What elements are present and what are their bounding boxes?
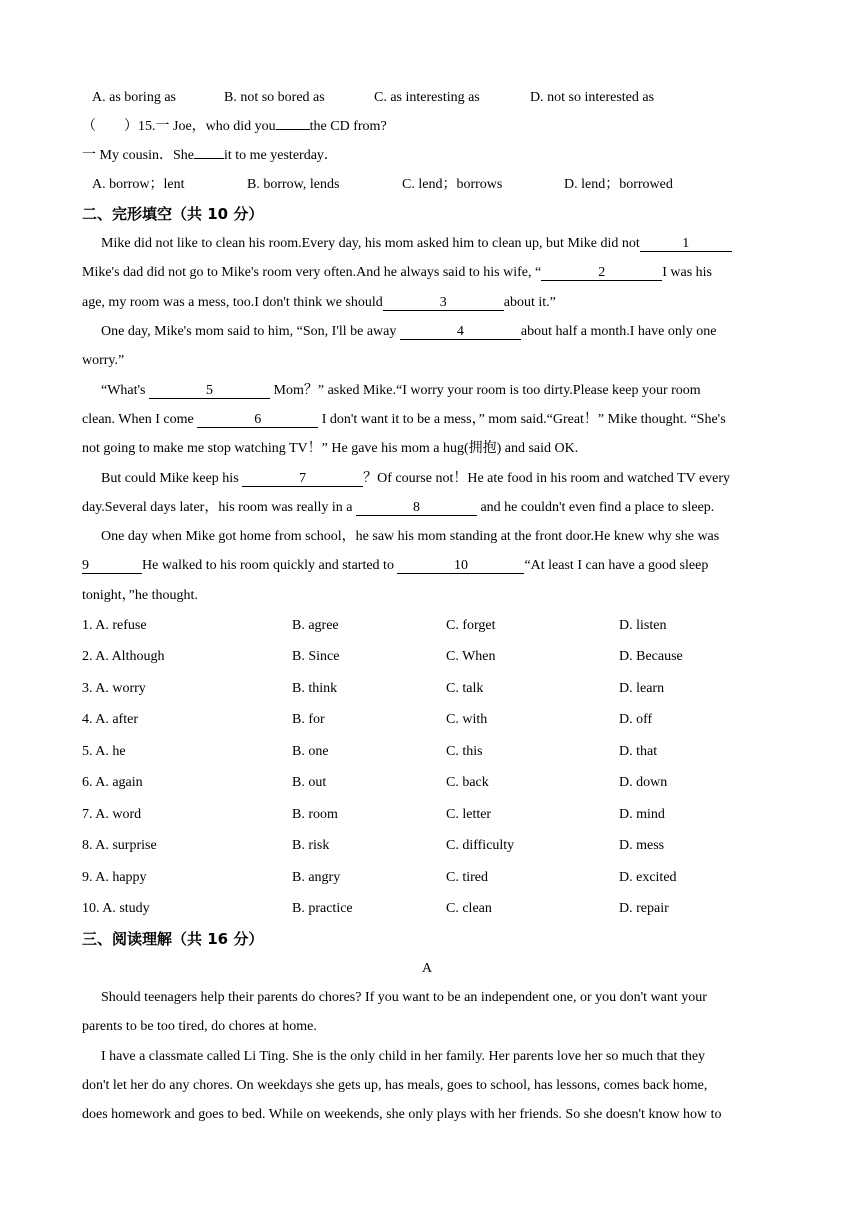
choice-5-d: D. that <box>619 744 658 759</box>
q15-question: （ ）15.一 Joe，who did you the CD from? <box>82 119 387 134</box>
choice-6-b: B. out <box>292 775 327 790</box>
choice-8-a: 8. A. surprise <box>82 838 157 853</box>
choice-7-a: 7. A. word <box>82 807 142 822</box>
choice-3-b: B. think <box>292 681 338 696</box>
q15-blank-1 <box>276 129 310 130</box>
passage-label: A <box>421 961 433 976</box>
choice-4-a: 4. A. after <box>82 712 138 727</box>
q14-option-c: C. as interesting as <box>374 90 480 105</box>
cloze-blank-9: 9 <box>82 558 142 574</box>
choice-6-d: D. down <box>619 775 668 790</box>
choice-1-d: D. listen <box>619 618 667 633</box>
cloze-paragraph-4-line-2: day.Several days later，his room was really in a 8 and he couldn't even find a place to sleep. <box>82 500 715 515</box>
cloze-blank-10: 10 <box>397 558 524 574</box>
choice-8-b: B. risk <box>292 838 330 853</box>
cloze-paragraph-1-line-2: Mike's dad did not go to Mike's room very often.And he always said to his wife, “ 2 I was his <box>82 265 712 280</box>
reading-paragraph-2-line-2: don't let her do any chores. On weekdays she gets up, has meals, goes to school, has lessons, comes back home, <box>82 1078 708 1093</box>
choice-2-a: 2. A. Although <box>82 649 165 664</box>
choice-6-a: 6. A. again <box>82 775 143 790</box>
section-3-heading: 三、阅读理解（共 16 分） <box>82 930 264 948</box>
q14-option-d: D. not so interested as <box>530 90 655 105</box>
cloze-blank-5: 5 <box>149 383 270 399</box>
cloze-paragraph-5-line-1: One day when Mike got home from school，he saw his mom standing at the front door.He knew why she was <box>101 529 720 544</box>
choice-10-c: C. clean <box>446 901 492 916</box>
choice-9-b: B. angry <box>292 870 341 885</box>
cloze-paragraph-3-line-1: “What's 5 Mom？” asked Mike.“I worry your room is too dirty.Please keep your room <box>101 383 701 398</box>
choice-5-c: C. this <box>446 744 483 759</box>
cloze-paragraph-3-line-2: clean. When I come 6 I don't want it to be a mess，” mom said.“Great！” Mike thought. “She's <box>82 412 726 427</box>
choice-2-d: D. Because <box>619 649 683 664</box>
cloze-blank-6: 6 <box>197 412 318 428</box>
cloze-blank-7: 7 <box>242 471 363 487</box>
choice-9-a: 9. A. happy <box>82 870 147 885</box>
q15-blank-2 <box>194 158 224 159</box>
cloze-paragraph-2-line-1: One day, Mike's mom said to him, “Son, I'll be away 4 about half a month.I have only one <box>101 324 717 339</box>
q14-option-b: B. not so bored as <box>224 90 325 105</box>
choice-10-b: B. practice <box>292 901 353 916</box>
cloze-blank-1: 1 <box>640 236 732 252</box>
q15-answer-line: 一 My cousin．She it to me yesterday． <box>82 148 338 163</box>
cloze-paragraph-3-line-3: not going to make me stop watching TV！” He gave his mom a hug(拥抱) and said OK. <box>82 441 579 456</box>
choice-4-d: D. off <box>619 712 653 727</box>
reading-paragraph-1-line-2: parents to be too tired, do chores at home. <box>82 1019 317 1034</box>
cloze-paragraph-4-line-1: But could Mike keep his 7 ？Of course not！He ate food in his room and watched TV every <box>101 471 731 486</box>
choice-1-c: C. forget <box>446 618 496 633</box>
cloze-paragraph-2-line-2: worry.” <box>82 353 125 368</box>
choice-5-a: 5. A. he <box>82 744 126 759</box>
choice-3-d: D. learn <box>619 681 665 696</box>
section-2-heading: 二、完形填空（共 10 分） <box>82 205 264 223</box>
q15-option-b: B. borrow, lends <box>247 177 340 192</box>
reading-paragraph-1-line-1: Should teenagers help their parents do chores? If you want to be an independent one, or you don't want your <box>101 990 707 1005</box>
choice-3-c: C. talk <box>446 681 484 696</box>
choice-10-d: D. repair <box>619 901 669 916</box>
reading-paragraph-2-line-3: does homework and goes to bed. While on weekends, she only plays with her friends. So she doesn't know how to <box>82 1107 722 1122</box>
choice-9-d: D. excited <box>619 870 677 885</box>
choice-6-c: C. back <box>446 775 489 790</box>
reading-paragraph-2-line-1: I have a classmate called Li Ting. She is the only child in her family. Her parents love her so much that they <box>101 1049 706 1064</box>
choice-7-c: C. letter <box>446 807 492 822</box>
choice-1-b: B. agree <box>292 618 339 633</box>
choice-4-b: B. for <box>292 712 325 727</box>
choice-3-a: 3. A. worry <box>82 681 146 696</box>
choice-7-b: B. room <box>292 807 338 822</box>
cloze-blank-8: 8 <box>356 500 477 516</box>
choice-2-c: C. When <box>446 649 496 664</box>
cloze-blank-2: 2 <box>541 265 662 281</box>
cloze-blank-4: 4 <box>400 324 521 340</box>
cloze-paragraph-5-line-3: tonight，”he thought. <box>82 588 198 603</box>
choice-7-d: D. mind <box>619 807 665 822</box>
cloze-paragraph-1-line-3: age, my room was a mess, too.I don't think we should 3 about it.” <box>82 295 556 310</box>
cloze-blank-3: 3 <box>383 295 504 311</box>
q15-option-d: D. lend；borrowed <box>564 177 673 192</box>
cloze-paragraph-5-line-2: 9 He walked to his room quickly and started to 10 “At least I can have a good sleep <box>82 558 709 573</box>
cloze-paragraph-1-line-1: Mike did not like to clean his room.Every day, his mom asked him to clean up, but Mike did not 1 <box>101 235 732 253</box>
q15-option-a: A. borrow；lent <box>92 177 185 192</box>
choice-4-c: C. with <box>446 712 488 727</box>
q14-option-a: A. as boring as <box>92 90 176 105</box>
choice-8-d: D. mess <box>619 838 665 853</box>
choice-5-b: B. one <box>292 744 329 759</box>
choice-2-b: B. Since <box>292 649 340 664</box>
choice-8-c: C. difficulty <box>446 838 515 853</box>
q15-option-c: C. lend；borrows <box>402 177 503 192</box>
choice-9-c: C. tired <box>446 870 488 885</box>
choice-1-a: 1. A. refuse <box>82 618 147 633</box>
choice-10-a: 10. A. study <box>82 901 150 916</box>
